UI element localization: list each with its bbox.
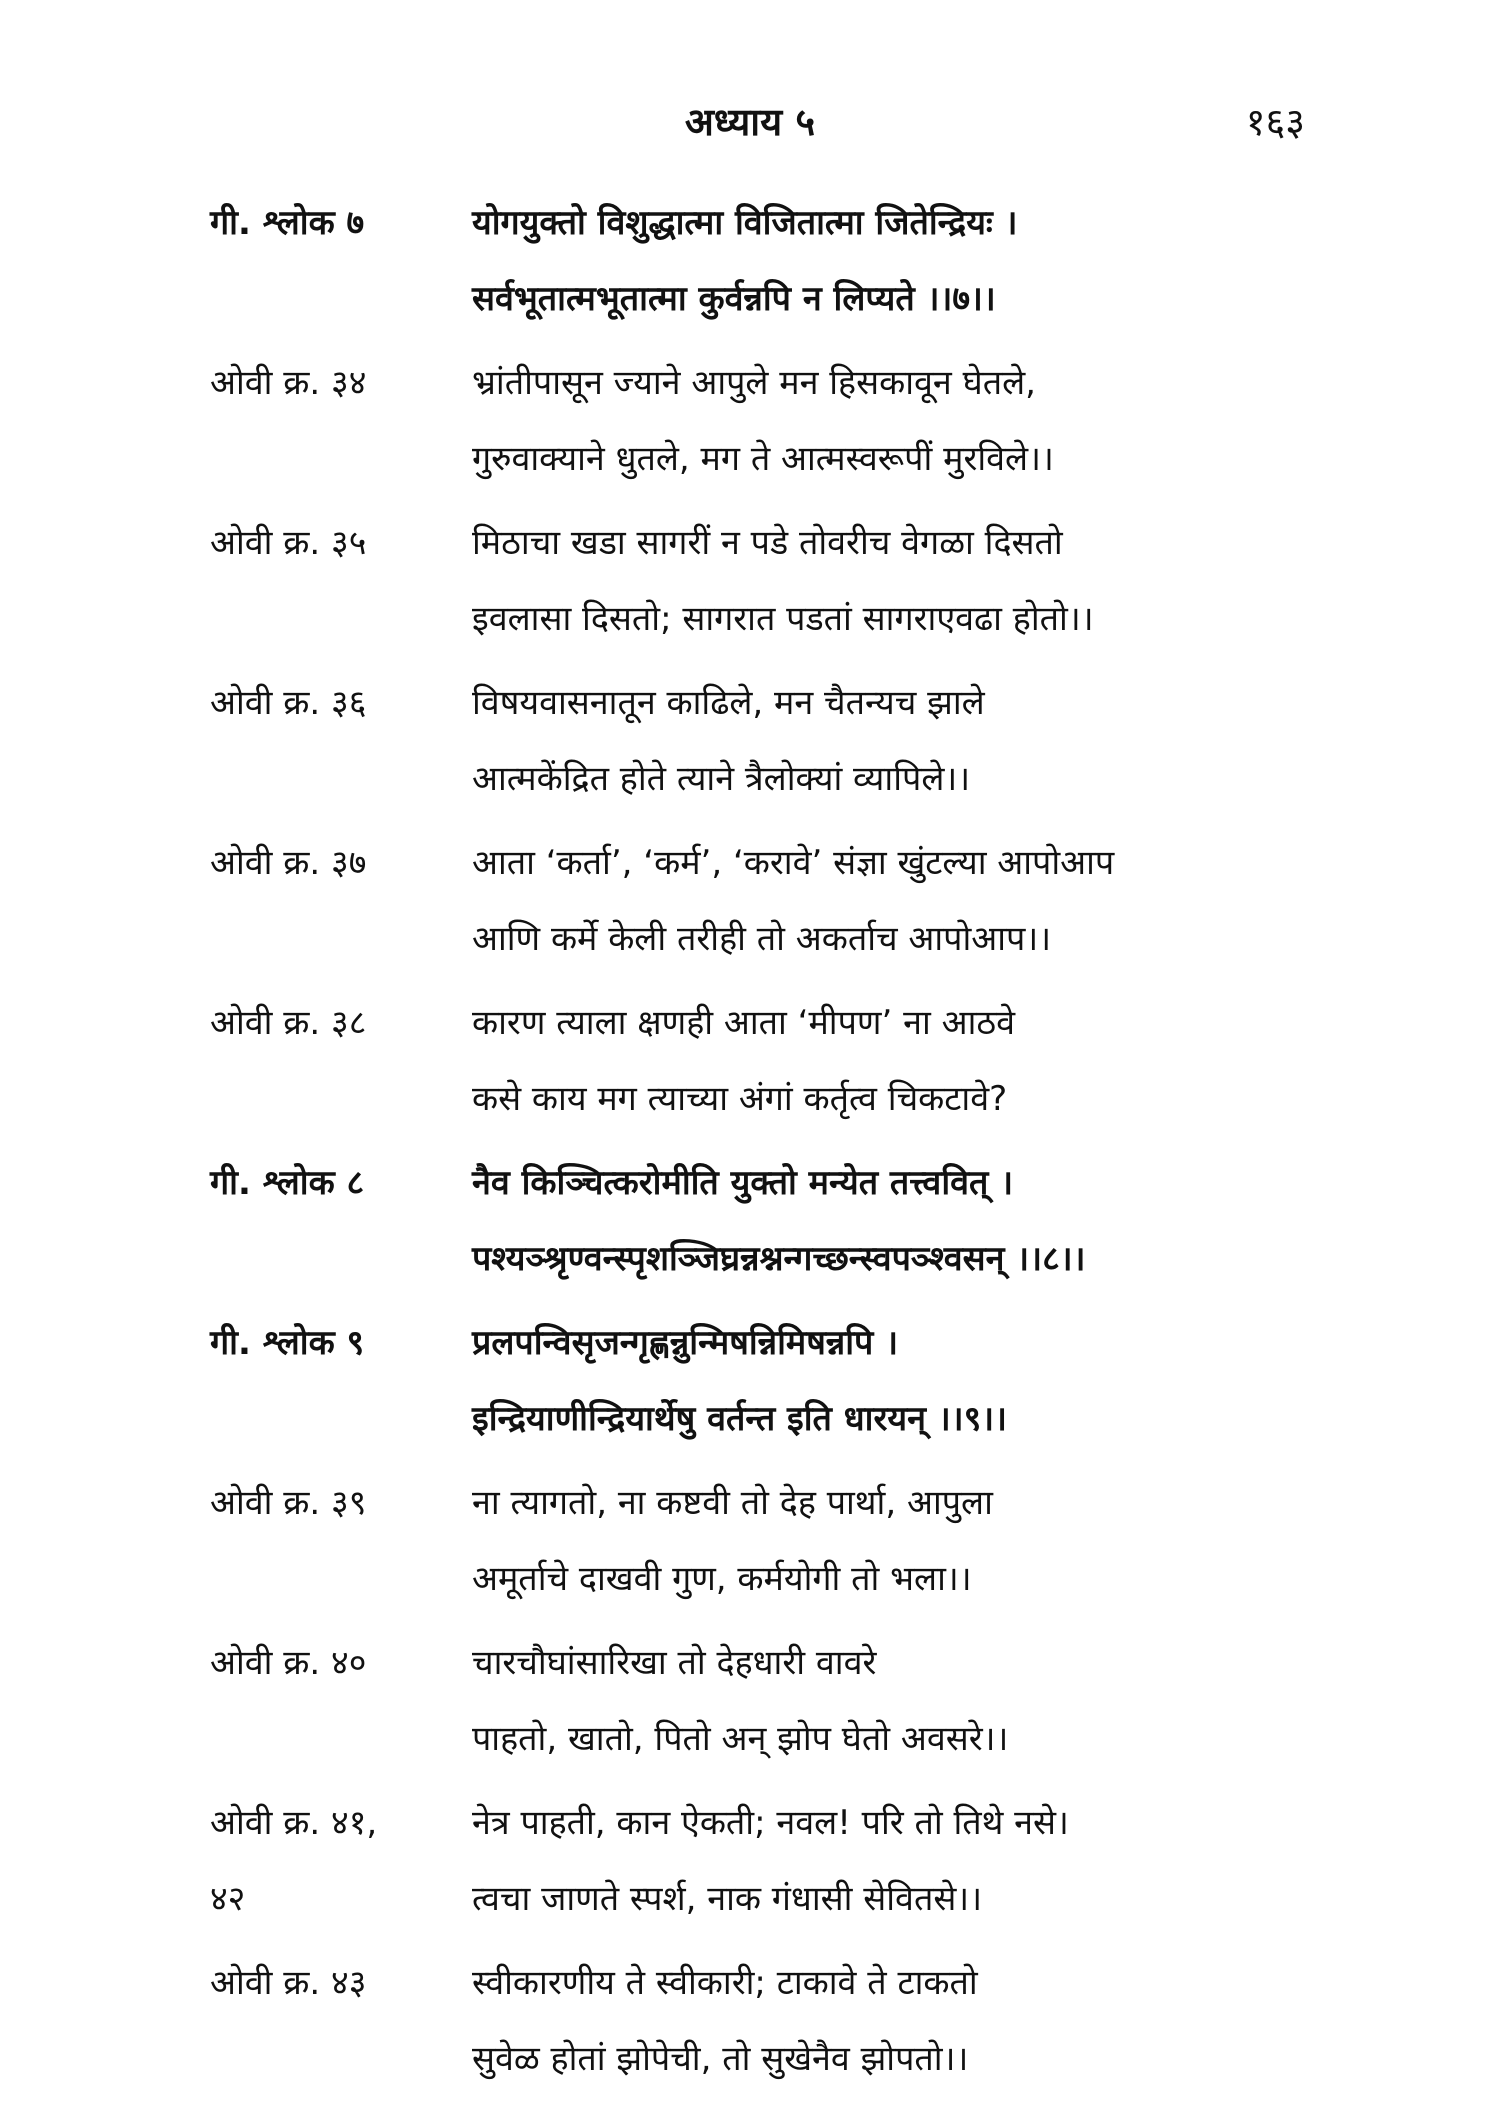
ovi-40	[210, 1625, 1340, 1777]
ovi-34	[210, 345, 1340, 497]
running-head	[0, 92, 1500, 152]
verse-line: इन्द्रियाणीन्द्रियार्थेषु वर्तन्त इति धारयन् ।।९।।	[472, 1399, 1008, 1439]
verse-line: सुवेळ होतां झोपेची, तो सुखेनैव झोपतो।।	[472, 2039, 969, 2079]
verse-line: आत्मकेंद्रित होते त्याने त्रैलोक्यां व्यापिले।।	[472, 759, 971, 799]
verse-line: आणि कर्मे केली तरीही तो अकर्ताच आपोआप।।	[472, 919, 1052, 959]
verse-list	[210, 185, 1340, 2105]
verse-line: विषयवासनातून काढिले, मन चैतन्यच झाले	[472, 683, 985, 723]
verse-line: भ्रांतीपासून ज्याने आपुले मन हिसकावून घेतले,	[472, 363, 1036, 403]
verse-line: त्वचा जाणते स्पर्श, नाक गंधासी सेवितसे।।	[472, 1879, 983, 1919]
verse-reference: ओवी क्र. ३८	[210, 1003, 367, 1043]
verse-line: नैव किञ्चित्करोमीति युक्तो मन्येत तत्त्ववित् ।	[472, 1163, 1014, 1203]
verse-text	[472, 665, 1340, 817]
page-number: १६३	[1245, 100, 1305, 144]
verse-line: स्वीकारणीय ते स्वीकारी; टाकावे ते टाकतो	[472, 1963, 978, 2003]
verse-reference: ओवी क्र. ३५	[210, 523, 367, 563]
verse-text	[472, 1305, 1340, 1457]
verse-text	[472, 505, 1340, 657]
verse-text	[472, 825, 1340, 977]
verse-line: चारचौघांसारिखा तो देहधारी वावरे	[472, 1643, 877, 1683]
verse-text	[472, 1785, 1340, 1937]
verse-line: ना त्यागतो, ना कष्टवी तो देह पार्था, आपुला	[472, 1483, 993, 1523]
verse-reference: गी. श्लोक ७	[210, 203, 365, 243]
verse-line: योगयुक्तो विशुद्धात्मा विजितात्मा जितेन्द्रियः ।	[472, 203, 1018, 243]
verse-reference-line: ओवी क्र. ४१,	[210, 1803, 378, 1843]
verse-reference: ओवी क्र. ३४	[210, 363, 367, 403]
ovi-38	[210, 985, 1340, 1137]
verse-text	[472, 1145, 1340, 1297]
verse-reference: ओवी क्र. ४३	[210, 1963, 367, 2003]
verse-reference: गी. श्लोक ८	[210, 1163, 365, 1203]
verse-reference: ओवी क्र. ३७	[210, 843, 367, 883]
verse-line: मिठाचा खडा सागरीं न पडे तोवरीच वेगळा दिसतो	[472, 523, 1063, 563]
ovi-37	[210, 825, 1340, 977]
verse-line: आता ‘कर्ता’, ‘कर्म’, ‘करावे’ संज्ञा खुंटल्या आपोआप	[472, 843, 1115, 883]
verse-reference: ओवी क्र. ३६	[210, 683, 367, 723]
verse-reference	[210, 1785, 472, 1937]
gita-shloka-8	[210, 1145, 1340, 1297]
verse-line: नेत्र पाहती, कान ऐकती; नवल! परि तो तिथे नसे।	[472, 1803, 1069, 1843]
verse-line: अमूर्ताचे दाखवी गुण, कर्मयोगी तो भला।।	[472, 1559, 972, 1599]
ovi-39	[210, 1465, 1340, 1617]
verse-text	[472, 1625, 1340, 1777]
verse-line: पाहतो, खातो, पितो अन् झोप घेतो अवसरे।।	[472, 1719, 1009, 1759]
chapter-title: अध्याय ५	[684, 100, 816, 144]
ovi-43	[210, 1945, 1340, 2097]
ovi-41-42	[210, 1785, 1340, 1937]
ovi-36	[210, 665, 1340, 817]
gita-shloka-9	[210, 1305, 1340, 1457]
verse-line: कसे काय मग त्याच्या अंगां कर्तृत्व चिकटावे?	[472, 1079, 1008, 1119]
verse-line: सर्वभूतात्मभूतात्मा कुर्वन्नपि न लिप्यते ।।७।।	[472, 279, 996, 319]
verse-line: गुरुवाक्याने धुतले, मग ते आत्मस्वरूपीं मुरविले।।	[472, 439, 1054, 479]
verse-text	[472, 345, 1340, 497]
ovi-35	[210, 505, 1340, 657]
verse-reference: गी. श्लोक ९	[210, 1323, 365, 1363]
verse-reference: ओवी क्र. ३९	[210, 1483, 367, 1523]
gita-shloka-7	[210, 185, 1340, 337]
verse-line: कारण त्याला क्षणही आता ‘मीपण’ ना आठवे	[472, 1003, 1015, 1043]
verse-text	[472, 1465, 1340, 1617]
verse-line: प्रलपन्विसृजन्गृह्णन्नुन्मिषन्निमिषन्नपि ।	[472, 1323, 899, 1363]
verse-reference-line: ४२	[210, 1879, 246, 1919]
verse-text	[472, 185, 1340, 337]
verse-text	[472, 1945, 1340, 2097]
verse-line: इवलासा दिसतो; सागरात पडतां सागराएवढा होतो।।	[472, 599, 1094, 639]
verse-line: पश्यञ्श्रृण्वन्स्पृशञ्जिघ्रन्नश्नन्गच्छन्स्वपञ्श्वसन् ।।८।।	[472, 1239, 1086, 1279]
verse-reference: ओवी क्र. ४०	[210, 1643, 367, 1683]
verse-text	[472, 985, 1340, 1137]
